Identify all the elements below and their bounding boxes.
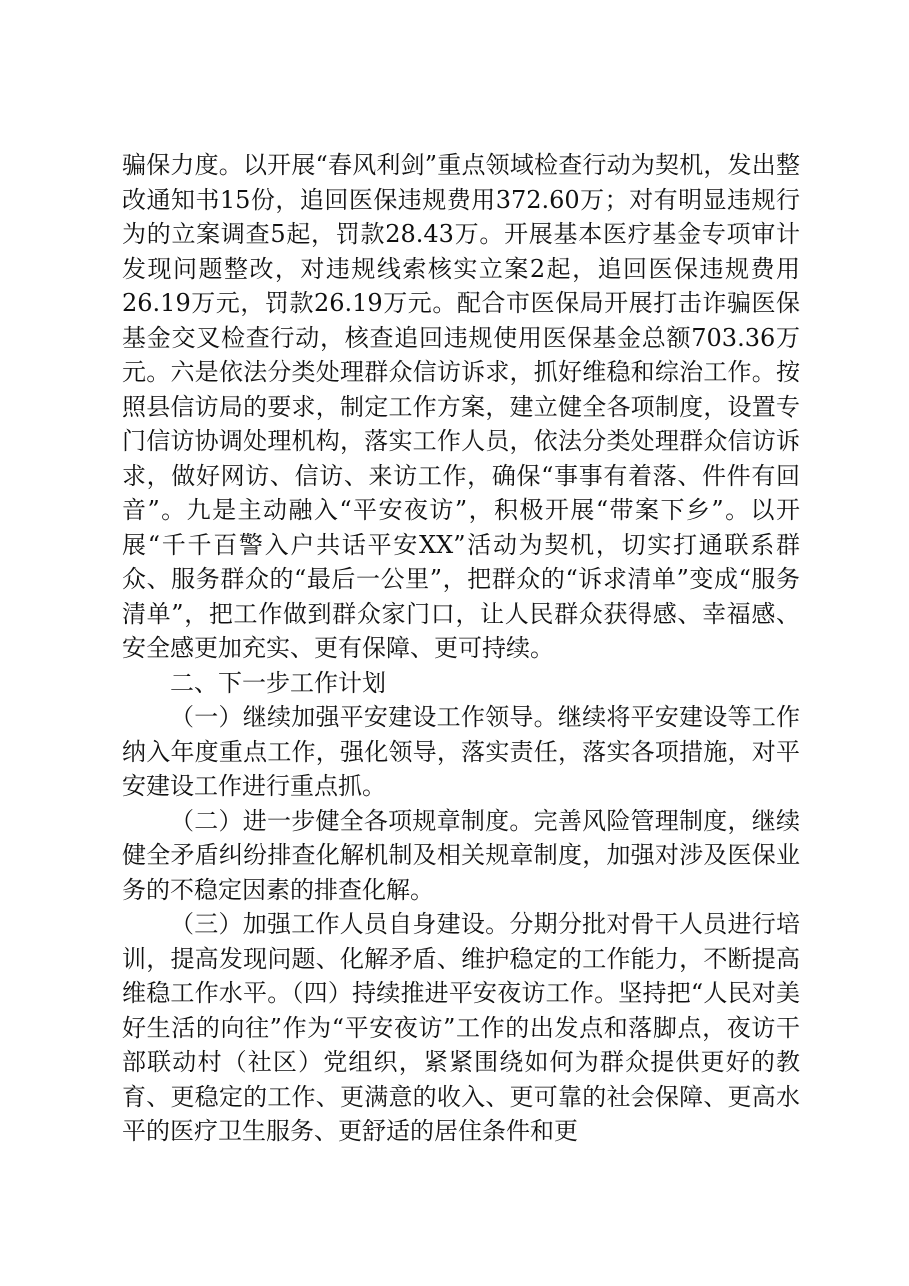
body-paragraph-continued: 骗保力度。以开展“春风利剑”重点领域检查行动为契机，发出整改通知书15份，追回医保违规费用372.60万；对有明显违规行为的立案调查5起，罚款28.43万。开展基本医疗基金专项审计发现问题整改，对违规线索核实立案2起，追回医保违规费用26.19万元，罚款26.19万元。配合市医保局开展打击诈骗医保基金交叉检查行动，核查追回违规使用医保基金总额703.36万元。六是依法分类处理群众信访诉求，抓好维稳和综治工作。按照县信访局的要求，制定工作方案，建立健全各项制度，设置专门信访协调处理机构，落实工作人员，依法分类处理群众信访诉求，做好网访、信访、来访工作，确保“事事有着落、件件有回音”。九是主动融入“平安夜访”，积极开展“带案下乡”。以开展“千千百警入户共话平安XX”活动为契机，切实打通联系群众、服务群众的“最后一公里”，把群众的“诉求清单”变成“服务清单”，把工作做到群众家门口，让人民群众获得感、幸福感、安全感更加充实、更有保障、更可持续。 bbox=[122, 151, 800, 662]
plan-item-3: （三）加强工作人员自身建设。分期分批对骨干人员进行培训，提高发现问题、化解矛盾、维护稳定的工作能力，不断提高维稳工作水平。（四）持续推进平安夜访工作。坚持把“人民对美好生活的向往”作为“平安夜访”工作的出发点和落脚点，夜访干部联动村（社区）党组织，紧紧围绕如何为群众提供更好的教育、更稳定的工作、更满意的收入、更可靠的社会保障、更高水平的医疗卫生服务、更舒适的居住条件和更 bbox=[122, 910, 800, 1145]
plan-item-2: （二）进一步健全各项规章制度。完善风险管理制度，继续健全矛盾纠纷排查化解机制及相关规章制度，加强对涉及医保业务的不稳定因素的排查化解。 bbox=[122, 806, 800, 904]
section-heading-next-steps: 二、下一步工作计划 bbox=[170, 668, 386, 697]
document-body bbox=[122, 148, 800, 1149]
plan-item-1: （一）继续加强平安建设工作领导。继续将平安建设等工作纳入年度重点工作，强化领导，落实责任，落实各项措施，对平安建设工作进行重点抓。 bbox=[122, 703, 800, 800]
